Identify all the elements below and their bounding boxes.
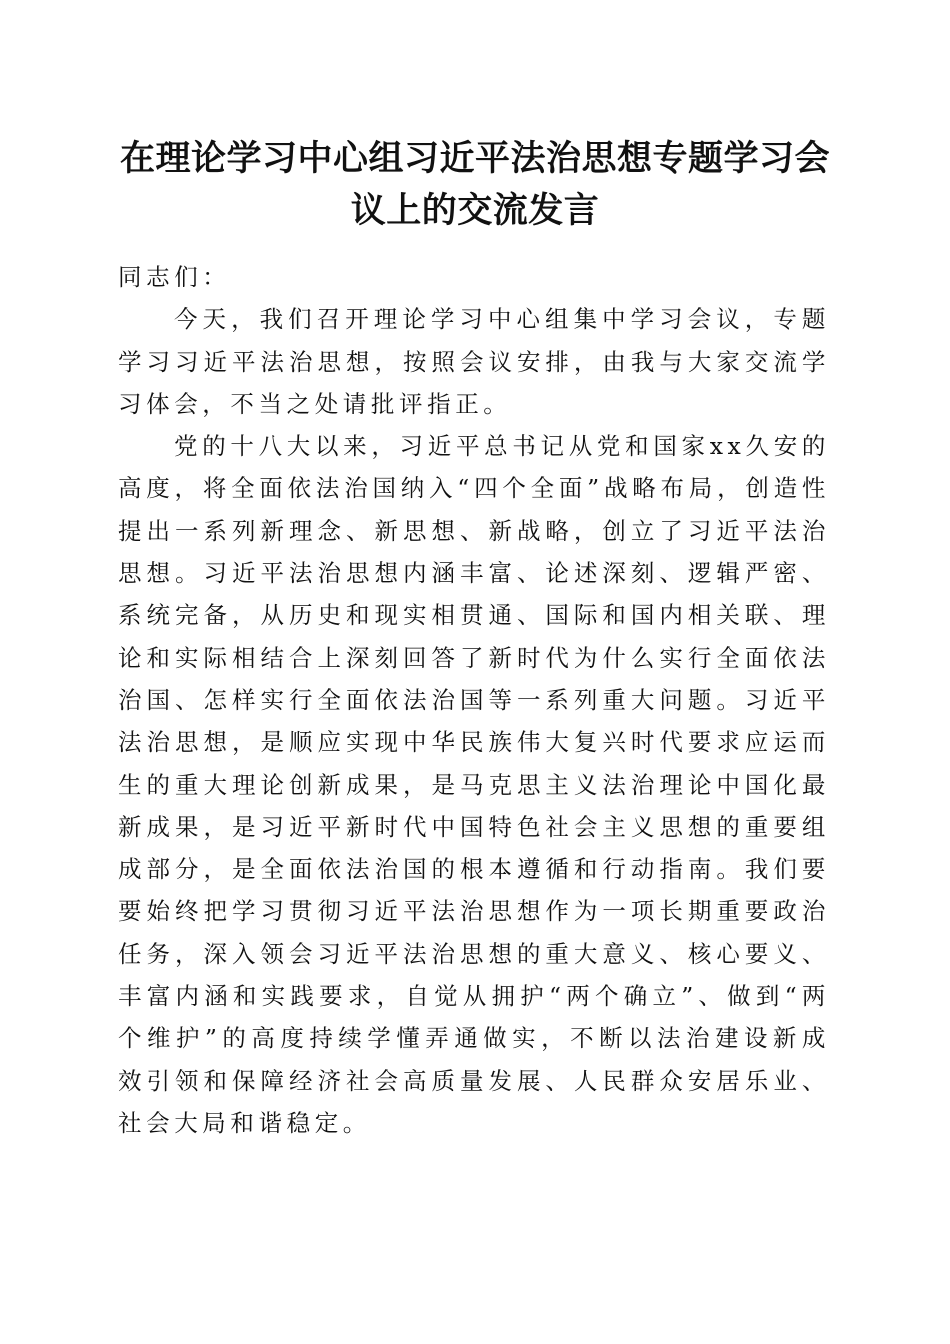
salutation: 同志们： xyxy=(118,263,231,291)
document-body xyxy=(118,256,830,1144)
paragraph-main: 党的十八大以来，习近平总书记从党和国家xx久安的高度，将全面依法治国纳入“四个全面”战略布局，创造性提出一系列新理念、新思想、新战略，创立了习近平法治思想。习近平法治思想内涵丰富、论述深刻、逻辑严密、系统完备，从历史和现实相贯通、国际和国内相关联、理论和实际相结合上深刻回答了新时代为什么实行全面依法治国、怎样实行全面依法治国等一系列重大问题。习近平法治思想，是顺应实现中华民族伟大复兴时代要求应运而生的重大理论创新成果，是马克思主义法治理论中国化最新成果，是习近平新时代中国特色社会主义思想的重要组成部分，是全面依法治国的根本遵循和行动指南。我们要要始终把学习贯彻习近平法治思想作为一项长期重要政治任务，深入领会习近平法治思想的重大意义、核心要义、丰富内涵和实践要求，自觉从拥护“两个确立”、做到“两个维护”的高度持续学懂弄通做实，不断以法治建设新成效引领和保障经济社会高质量发展、人民群众安居乐业、社会大局和谐稳定。 xyxy=(118,432,830,1137)
paragraph-opening: 今天，我们召开理论学习中心组集中学习会议，专题学习习近平法治思想，按照会议安排，由我与大家交流学习体会，不当之处请批评指正。 xyxy=(118,305,830,418)
document-title: 在理论学习中心组习近平法治思想专题学习会议上的交流发言 xyxy=(119,138,830,231)
